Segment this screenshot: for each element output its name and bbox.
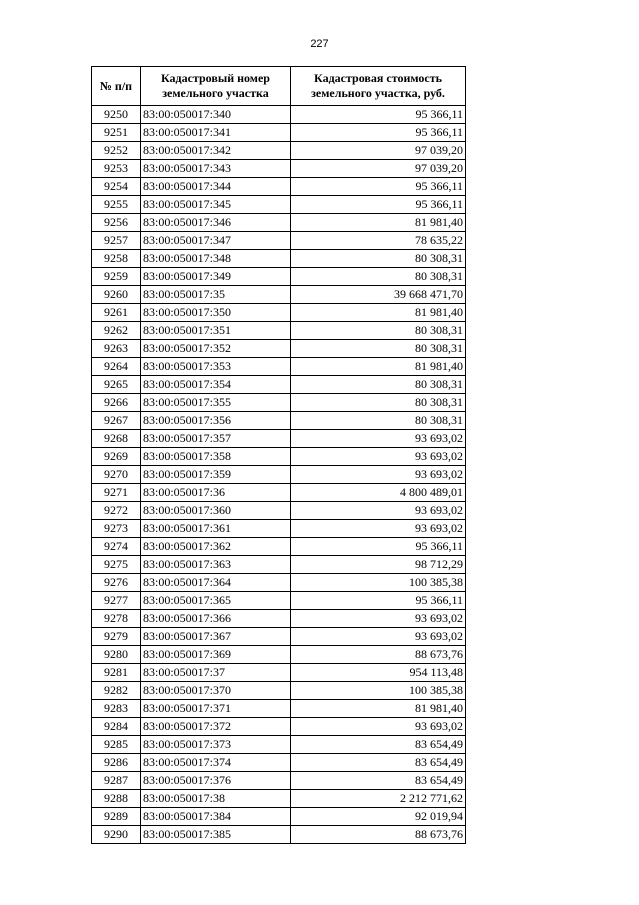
cadastral-number-cell: 83:00:050017:366 — [141, 610, 291, 628]
table-row — [92, 286, 466, 304]
cadastral-number-cell: 83:00:050017:362 — [141, 538, 291, 556]
cadastral-value-cell: 80 308,31 — [291, 322, 466, 340]
table-row — [92, 394, 466, 412]
table-row — [92, 502, 466, 520]
table-row — [92, 592, 466, 610]
table-row — [92, 790, 466, 808]
cadastral-value-cell: 80 308,31 — [291, 340, 466, 358]
cadastral-value-cell: 88 673,76 — [291, 826, 466, 844]
table-row — [92, 214, 466, 232]
cadastral-number-cell: 83:00:050017:346 — [141, 214, 291, 232]
cadastral-number-cell: 83:00:050017:361 — [141, 520, 291, 538]
cadastral-value-cell: 954 113,48 — [291, 664, 466, 682]
table-row — [92, 826, 466, 844]
cadastral-number-cell: 83:00:050017:348 — [141, 250, 291, 268]
row-number-cell: 9284 — [92, 718, 141, 736]
cadastral-number-cell: 83:00:050017:385 — [141, 826, 291, 844]
cadastral-value-cell: 4 800 489,01 — [291, 484, 466, 502]
table-row — [92, 574, 466, 592]
row-number-cell: 9262 — [92, 322, 141, 340]
row-number-cell: 9254 — [92, 178, 141, 196]
cadastral-number-cell: 83:00:050017:37 — [141, 664, 291, 682]
row-number-cell: 9259 — [92, 268, 141, 286]
cadastral-value-cell: 88 673,76 — [291, 646, 466, 664]
row-number-cell: 9286 — [92, 754, 141, 772]
cadastral-number-cell: 83:00:050017:38 — [141, 790, 291, 808]
row-number-cell: 9251 — [92, 124, 141, 142]
cadastral-value-cell: 80 308,31 — [291, 250, 466, 268]
cadastral-value-cell: 95 366,11 — [291, 124, 466, 142]
table-row — [92, 268, 466, 286]
cadastral-number-cell: 83:00:050017:341 — [141, 124, 291, 142]
table-row — [92, 664, 466, 682]
row-number-cell: 9268 — [92, 430, 141, 448]
cadastral-value-cell: 93 693,02 — [291, 466, 466, 484]
row-number-cell: 9288 — [92, 790, 141, 808]
cadastral-number-cell: 83:00:050017:372 — [141, 718, 291, 736]
cadastral-number-cell: 83:00:050017:376 — [141, 772, 291, 790]
table-row — [92, 124, 466, 142]
cadastral-value-cell: 93 693,02 — [291, 502, 466, 520]
row-number-cell: 9283 — [92, 700, 141, 718]
cadastral-value-cell: 93 693,02 — [291, 448, 466, 466]
cadastral-number-cell: 83:00:050017:358 — [141, 448, 291, 466]
cadastral-number-cell: 83:00:050017:352 — [141, 340, 291, 358]
row-number-cell: 9258 — [92, 250, 141, 268]
cadastral-value-cell: 81 981,40 — [291, 304, 466, 322]
row-number-cell: 9260 — [92, 286, 141, 304]
table-row — [92, 142, 466, 160]
cadastral-number-cell: 83:00:050017:369 — [141, 646, 291, 664]
row-number-cell: 9265 — [92, 376, 141, 394]
row-number-cell: 9275 — [92, 556, 141, 574]
cadastral-number-cell: 83:00:050017:373 — [141, 736, 291, 754]
table-row — [92, 232, 466, 250]
cadastral-value-cell: 93 693,02 — [291, 628, 466, 646]
row-number-cell: 9261 — [92, 304, 141, 322]
row-number-cell: 9285 — [92, 736, 141, 754]
table-row — [92, 178, 466, 196]
cadastral-number-cell: 83:00:050017:384 — [141, 808, 291, 826]
cadastral-value-cell: 93 693,02 — [291, 718, 466, 736]
table-row — [92, 754, 466, 772]
cadastral-number-cell: 83:00:050017:356 — [141, 412, 291, 430]
cadastral-value-cell: 93 693,02 — [291, 520, 466, 538]
cadastral-value-cell: 100 385,38 — [291, 574, 466, 592]
cadastral-number-cell: 83:00:050017:345 — [141, 196, 291, 214]
cadastral-value-cell: 83 654,49 — [291, 736, 466, 754]
table-row — [92, 736, 466, 754]
page-number: 227 — [310, 38, 329, 50]
cadastral-value-cell: 81 981,40 — [291, 214, 466, 232]
table-row — [92, 808, 466, 826]
row-number-cell: 9271 — [92, 484, 141, 502]
row-number-cell: 9280 — [92, 646, 141, 664]
cadastral-number-cell: 83:00:050017:359 — [141, 466, 291, 484]
cadastral-number-cell: 83:00:050017:351 — [141, 322, 291, 340]
cadastral-value-cell: 80 308,31 — [291, 394, 466, 412]
row-number-cell: 9274 — [92, 538, 141, 556]
cadastral-value-cell: 95 366,11 — [291, 538, 466, 556]
row-number-cell: 9252 — [92, 142, 141, 160]
header-cadastral-number: Кадастровый номер земельного участка — [141, 67, 291, 106]
row-number-cell: 9287 — [92, 772, 141, 790]
cadastral-value-cell: 83 654,49 — [291, 772, 466, 790]
cadastral-value-cell: 80 308,31 — [291, 412, 466, 430]
cadastral-value-cell: 95 366,11 — [291, 196, 466, 214]
cadastral-value-table — [91, 66, 466, 844]
cadastral-number-cell: 83:00:050017:35 — [141, 286, 291, 304]
cadastral-number-cell: 83:00:050017:365 — [141, 592, 291, 610]
row-number-cell: 9264 — [92, 358, 141, 376]
cadastral-value-cell: 98 712,29 — [291, 556, 466, 574]
table-header — [92, 67, 466, 106]
row-number-cell: 9281 — [92, 664, 141, 682]
cadastral-number-cell: 83:00:050017:360 — [141, 502, 291, 520]
table-row — [92, 718, 466, 736]
cadastral-number-cell: 83:00:050017:367 — [141, 628, 291, 646]
cadastral-value-cell: 81 981,40 — [291, 358, 466, 376]
row-number-cell: 9257 — [92, 232, 141, 250]
header-cadastral-value: Кадастровая стоимость земельного участка, руб. — [291, 67, 466, 106]
table-row — [92, 304, 466, 322]
cadastral-value-cell: 93 693,02 — [291, 430, 466, 448]
cadastral-number-cell: 83:00:050017:350 — [141, 304, 291, 322]
table-row — [92, 682, 466, 700]
row-number-cell: 9267 — [92, 412, 141, 430]
cadastral-value-cell: 81 981,40 — [291, 700, 466, 718]
row-number-cell: 9250 — [92, 106, 141, 124]
cadastral-number-cell: 83:00:050017:370 — [141, 682, 291, 700]
table-row — [92, 628, 466, 646]
cadastral-number-cell: 83:00:050017:343 — [141, 160, 291, 178]
row-number-cell: 9269 — [92, 448, 141, 466]
table-row — [92, 610, 466, 628]
row-number-cell: 9276 — [92, 574, 141, 592]
cadastral-number-cell: 83:00:050017:371 — [141, 700, 291, 718]
cadastral-value-cell: 95 366,11 — [291, 106, 466, 124]
cadastral-number-cell: 83:00:050017:347 — [141, 232, 291, 250]
cadastral-number-cell: 83:00:050017:357 — [141, 430, 291, 448]
row-number-cell: 9273 — [92, 520, 141, 538]
cadastral-number-cell: 83:00:050017:374 — [141, 754, 291, 772]
table-row — [92, 160, 466, 178]
table-row — [92, 556, 466, 574]
table-row — [92, 700, 466, 718]
table-row — [92, 484, 466, 502]
cadastral-value-cell: 39 668 471,70 — [291, 286, 466, 304]
table-row — [92, 772, 466, 790]
table-row — [92, 538, 466, 556]
table-row — [92, 520, 466, 538]
cadastral-number-cell: 83:00:050017:355 — [141, 394, 291, 412]
cadastral-number-cell: 83:00:050017:344 — [141, 178, 291, 196]
header-row — [92, 67, 466, 106]
row-number-cell: 9272 — [92, 502, 141, 520]
cadastral-value-cell: 83 654,49 — [291, 754, 466, 772]
cadastral-value-cell: 97 039,20 — [291, 160, 466, 178]
row-number-cell: 9277 — [92, 592, 141, 610]
row-number-cell: 9289 — [92, 808, 141, 826]
row-number-cell: 9255 — [92, 196, 141, 214]
table-row — [92, 646, 466, 664]
cadastral-value-cell: 97 039,20 — [291, 142, 466, 160]
table-row — [92, 322, 466, 340]
cadastral-value-cell: 92 019,94 — [291, 808, 466, 826]
cadastral-value-cell: 80 308,31 — [291, 268, 466, 286]
row-number-cell: 9270 — [92, 466, 141, 484]
row-number-cell: 9263 — [92, 340, 141, 358]
cadastral-number-cell: 83:00:050017:353 — [141, 358, 291, 376]
cadastral-number-cell: 83:00:050017:342 — [141, 142, 291, 160]
table-row — [92, 250, 466, 268]
cadastral-number-cell: 83:00:050017:340 — [141, 106, 291, 124]
cadastral-value-cell: 80 308,31 — [291, 376, 466, 394]
cadastral-value-cell: 93 693,02 — [291, 610, 466, 628]
table-row — [92, 448, 466, 466]
row-number-cell: 9282 — [92, 682, 141, 700]
table-row — [92, 196, 466, 214]
cadastral-value-cell: 78 635,22 — [291, 232, 466, 250]
row-number-cell: 9278 — [92, 610, 141, 628]
cadastral-value-cell: 100 385,38 — [291, 682, 466, 700]
row-number-cell: 9290 — [92, 826, 141, 844]
table-row — [92, 430, 466, 448]
cadastral-value-cell: 95 366,11 — [291, 592, 466, 610]
cadastral-number-cell: 83:00:050017:36 — [141, 484, 291, 502]
cadastral-number-cell: 83:00:050017:363 — [141, 556, 291, 574]
table-row — [92, 358, 466, 376]
cadastral-value-cell: 2 212 771,62 — [291, 790, 466, 808]
table-row — [92, 412, 466, 430]
header-row-number: № п/п — [92, 67, 141, 106]
row-number-cell: 9253 — [92, 160, 141, 178]
table-row — [92, 376, 466, 394]
row-number-cell: 9256 — [92, 214, 141, 232]
table-body — [92, 106, 466, 844]
table-row — [92, 106, 466, 124]
cadastral-number-cell: 83:00:050017:354 — [141, 376, 291, 394]
cadastral-value-cell: 95 366,11 — [291, 178, 466, 196]
table-row — [92, 340, 466, 358]
cadastral-number-cell: 83:00:050017:364 — [141, 574, 291, 592]
cadastral-number-cell: 83:00:050017:349 — [141, 268, 291, 286]
row-number-cell: 9279 — [92, 628, 141, 646]
row-number-cell: 9266 — [92, 394, 141, 412]
table-row — [92, 466, 466, 484]
